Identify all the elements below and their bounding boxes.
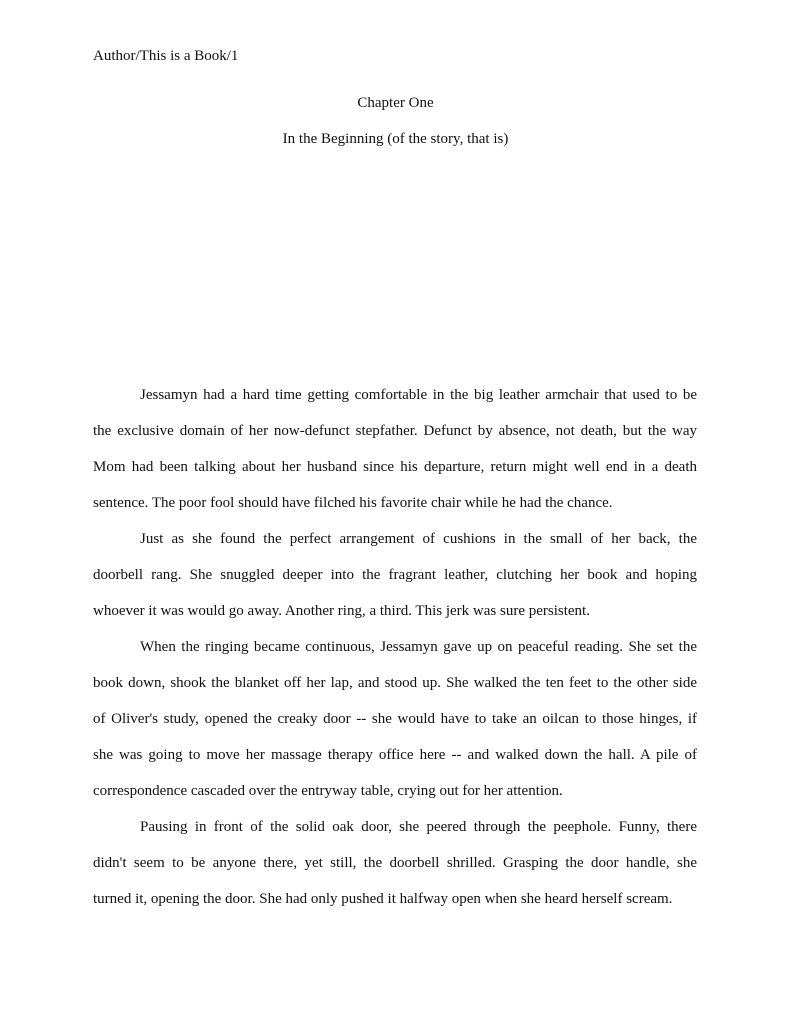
running-header: Author/This is a Book/1 [93,48,239,64]
text-line: turned it, opening the door. She had only pushed it halfway open when she heard herself scream. [93,891,673,907]
text-line: Mom had been talking about her husband since his departure, return might well end in a death [93,459,697,475]
paragraph [93,521,697,629]
text-line: the exclusive domain of her now-defunct stepfather. Defunct by absence, not death, but the way [93,423,697,439]
text-line: Jessamyn had a hard time getting comfortable in the big leather armchair that used to be [140,387,697,403]
text-line: correspondence cascaded over the entryway table, crying out for her attention. [93,783,563,799]
paragraph [93,809,697,917]
chapter-subtitle: In the Beginning (of the story, that is) [282,131,509,147]
paragraph [93,629,697,809]
text-line: she was going to move her massage therapy office here -- and walked down the hall. A pile of [93,747,697,763]
text-line: of Oliver's study, opened the creaky door -- she would have to take an oilcan to those hinges, if [93,711,697,727]
text-line: whoever it was would go away. Another ring, a third. This jerk was sure persistent. [93,603,590,619]
text-line: didn't seem to be anyone there, yet still, the doorbell shrilled. Grasping the door handle, she [93,855,697,871]
text-line: doorbell rang. She snuggled deeper into the fragrant leather, clutching her book and hoping [93,567,697,583]
text-line: Just as she found the perfect arrangement of cushions in the small of her back, the [140,531,697,547]
chapter-title: Chapter One [357,95,434,111]
body-text [93,377,697,917]
text-line: When the ringing became continuous, Jessamyn gave up on peaceful reading. She set the [140,639,697,655]
text-line: book down, shook the blanket off her lap, and stood up. She walked the ten feet to the other side [93,675,697,691]
text-line: Pausing in front of the solid oak door, she peered through the peephole. Funny, there [140,819,697,835]
paragraph [93,377,697,521]
text-line: sentence. The poor fool should have filched his favorite chair while he had the chance. [93,495,613,511]
